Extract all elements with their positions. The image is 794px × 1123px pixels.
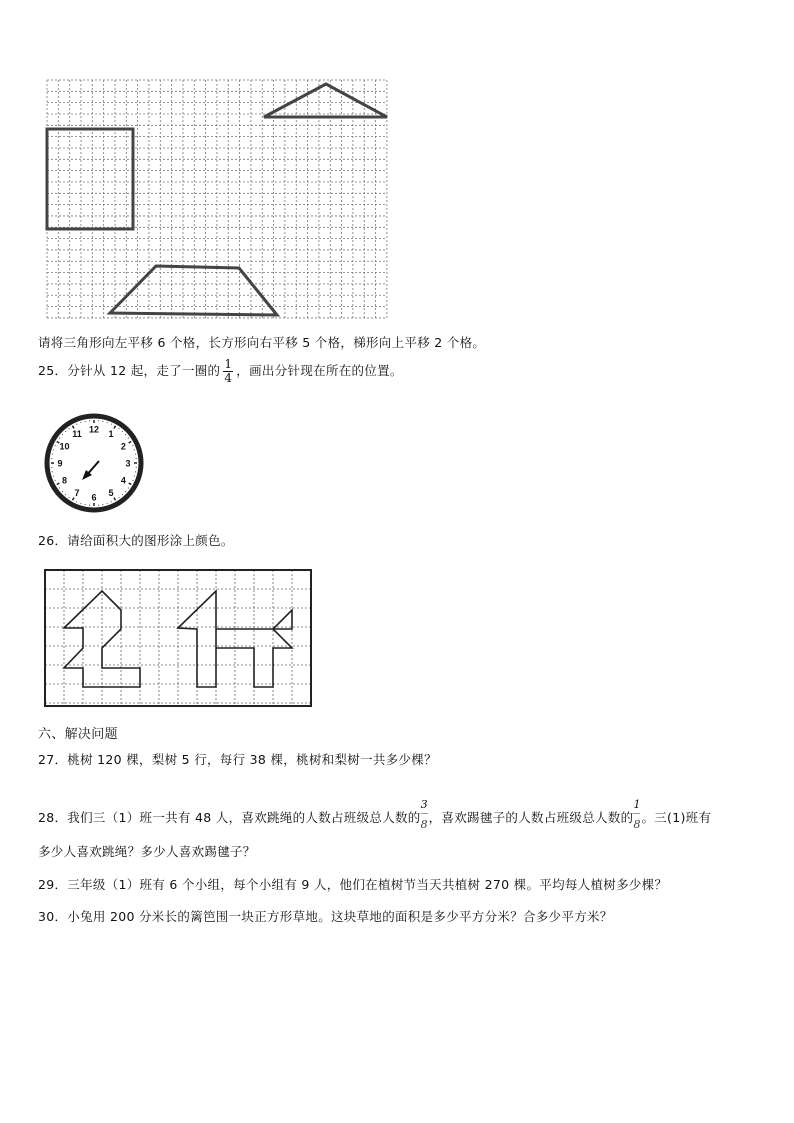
q28-question-line2: 多少人喜欢跳绳？多少人喜欢踢毽子？ [38,844,256,859]
clock-tick [62,434,63,435]
clock-number: 11 [72,429,82,440]
q25-suffix: ，画出分针现在所在的位置。 [236,363,403,378]
q24-instruction: 请将三角形向左平移 6 个格，长方形向右平移 5 个格，梯形向上平移 2 个格。 [38,335,486,350]
clock-number: 5 [108,487,114,498]
fraction-numerator: 3 [420,798,428,811]
clock-number: 3 [125,458,131,469]
section-title: 六、解决问题 [38,727,118,742]
clock-number: 12 [88,424,100,435]
fraction-numerator: 1 [633,798,641,811]
trapezoid-shape [110,266,277,315]
clock-number: 9 [57,458,63,469]
fraction-denominator: 8 [420,818,428,831]
q30-question: 30．小兔用 200 分米长的篱笆围一块正方形草地。这块草地的面积是多少平方分米？合多少平方米？ [38,909,613,924]
clock-number: 6 [91,492,97,503]
clock-number: 1 [108,429,114,440]
clock-number: 10 [59,441,70,452]
q28-part3: 。三(1)班有 [641,810,712,825]
clock-face [40,408,150,518]
translation-grid [0,0,794,330]
fraction-denominator: 8 [633,818,641,831]
clock-tick [128,488,129,489]
clock-number: 7 [74,487,80,498]
q26-question: 26．请给面积大的图形涂上颜色。 [38,533,234,548]
clock-tick [125,434,126,435]
clock-tick [125,491,126,492]
clock-tick [65,494,66,495]
clock-tick [59,438,60,439]
q28-part2: ，喜欢踢毽子的人数占班级总人数的 [428,810,634,825]
clock-number: 8 [62,475,68,486]
grid-lines [45,570,311,706]
rectangle-shape [47,129,133,229]
clock-tick [69,497,70,498]
clock-tick [62,491,63,492]
q27-question: 27．桃树 120 棵，梨树 5 行，每行 38 棵，桃树和梨树一共多少棵？ [38,752,437,767]
clock-number: 4 [120,475,126,486]
fraction-one-quarter [223,358,233,385]
clock-tick [65,431,66,432]
clock-tick [59,488,60,489]
q28-question-line1 [38,798,712,831]
clock-tick [69,428,70,429]
area-grid [0,565,794,715]
clock-number: 2 [120,441,126,452]
fraction-denominator: 4 [224,371,233,385]
q25-prefix: 25．分针从 12 起，走了一圈的 [38,363,221,378]
q29-question: 29．三年级（1）班有 6 个小组，每个小组有 9 人，他们在植树节当天共植树 270 棵。平均每人植树多少棵？ [38,877,668,892]
q28-part1: 28．我们三（1）班一共有 48 人，喜欢跳绳的人数占班级总人数的 [38,810,421,825]
clock-tick [122,431,123,432]
clock-tick [119,428,120,429]
clock-tick [119,497,120,498]
fraction-numerator: 1 [224,357,233,371]
clock-tick [128,438,129,439]
q25-question [38,358,403,385]
clock-tick [122,494,123,495]
triangle-shape [264,84,387,117]
